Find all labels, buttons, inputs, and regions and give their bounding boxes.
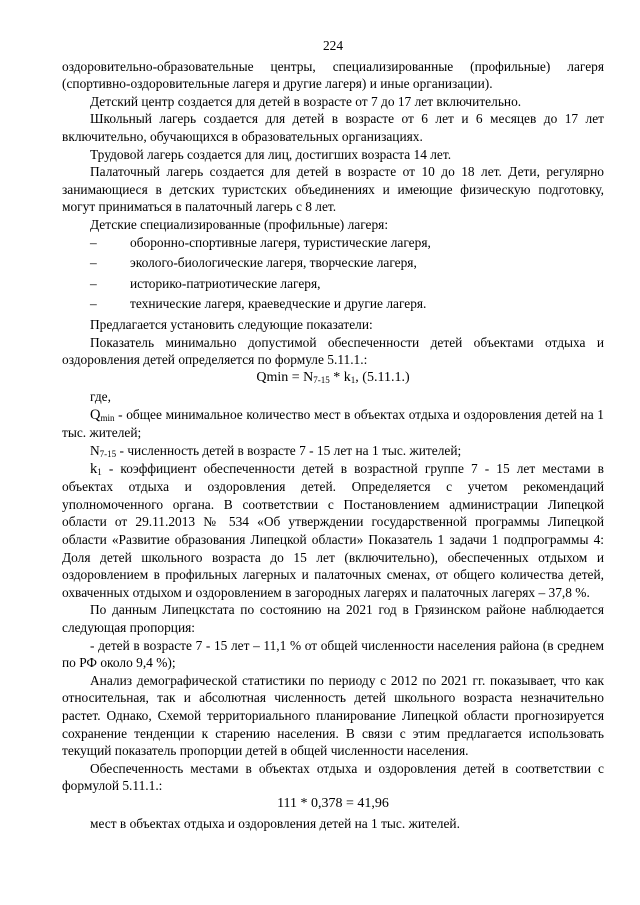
definition-k: $k_1$ - коэффициент обеспеченности детей в возрастной группе 7 - 15 лет местами в объектах отдыха и оздоровления детей. Определяется с учетом рекомендаций уполномоченного органа. В соответствии с Постановлением администрации Липецкой области от 29.11.2013 № 534 «Об утверждении государственной программы Липецкой области «Развитие образования Липецкой области» Показатель 1 задачи 1 подпрограммы 4: Доля детей школьного возраста до 15 лет (включительно), обеспеченных отдыхом и оздоровлением в профильных лагерных и палаточных сменах, от общего количества детей, охваченных отдыхом и оздоровлением в загородных лагерях и палаточных лагерях – 37,8 %. — [62, 460, 604, 600]
list-marker: – — [90, 255, 97, 271]
paragraph: мест в объектах отдыха и оздоровления детей на 1 тыс. жителей. — [90, 815, 460, 831]
list-marker: – — [90, 234, 97, 250]
paragraph: оздоровительно-образовательные центры, специализированные (профильные) лагеря (спортивно-оздоровительные лагеря и другие лагеря) и иные организации). — [62, 58, 604, 92]
list-marker: – — [90, 275, 97, 291]
formula-result: 111 * 0,378 = 41,96 — [277, 795, 389, 811]
paragraph: Предлагается установить следующие показатели: — [90, 316, 373, 332]
paragraph: Анализ демографической статистики по периоду с 2012 по 2021 гг. показывает, что как относительная, так и абсолютная численность детей школьного возраста незначительно растет. Однако, Схемой территориального планирование Липецкой области прогнозируется сохранение тенденции к старению населения. В связи с этим предлагается использовать текущий показатель пропорции детей в общей численности населения. — [62, 672, 604, 759]
list-item — [62, 295, 604, 313]
camp-types-list — [62, 234, 604, 313]
list-item-text: историко-патриотические лагеря, — [130, 275, 321, 291]
page-number: 224 — [322, 38, 344, 53]
paragraph: Детский центр создается для детей в возрасте от 7 до 17 лет включительно. — [90, 93, 522, 109]
list-item-text: технические лагеря, краеведческие и другие лагеря. — [130, 296, 427, 312]
list-item-text: эколого-биологические лагеря, творческие лагеря, — [130, 255, 417, 271]
formula-q: Qmin — [256, 369, 289, 385]
list-item — [62, 234, 604, 252]
definition-qmin: $Q_{min}$ - общее минимальное количество мест в объектах отдыха и оздоровления детей на 1 тыс. жителей; — [62, 406, 604, 441]
paragraph: Палаточный лагерь создается для детей в возрасте от 10 до 18 лет. Дети, регулярно занимающиеся в детских туристских объединениях и имеющие физическую подготовку, могут приниматься в палаточный лагерь с 8 лет. — [62, 164, 604, 215]
paragraph: Показатель минимально допустимой обеспеченности детей объектами отдыха и оздоровления детей определяется по формуле 5.11.1.: — [62, 334, 604, 368]
list-item — [62, 275, 604, 293]
list-marker: – — [90, 296, 97, 312]
formula-5-11-1: $Qmin = N_{7-15} * k_1$, (5.11.1.) — [256, 369, 410, 385]
list-item-text: оборонно-спортивные лагеря, туристические лагеря, — [130, 234, 431, 250]
paragraph: По данным Липецкстата по состоянию на 2021 год в Грязинском районе наблюдается следующая пропорция: — [62, 602, 604, 635]
paragraph: Обеспеченность местами в объектах отдыха и оздоровления детей в соответствии с формулой 5.11.1.: — [62, 760, 604, 794]
paragraph: Школьный лагерь создается для детей в возрасте от 6 лет и 6 месяцев до 17 лет включительно, обучающихся в образовательных организациях. — [62, 111, 604, 144]
paragraph: Трудовой лагерь создается для лиц, достигших возраста 14 лет. — [90, 146, 452, 162]
definition-n: $N_{7-15}$ - численность детей в возрасте 7 - 15 лет на 1 тыс. жителей; — [90, 443, 462, 460]
paragraph: - детей в возрасте 7 - 15 лет – 11,1 % от общей численности населения района (в среднем по РФ около 9,4 %); — [62, 637, 604, 671]
paragraph: где, — [90, 389, 111, 405]
paragraph: Детские специализированные (профильные) лагеря: — [90, 216, 389, 232]
list-item — [62, 254, 604, 272]
